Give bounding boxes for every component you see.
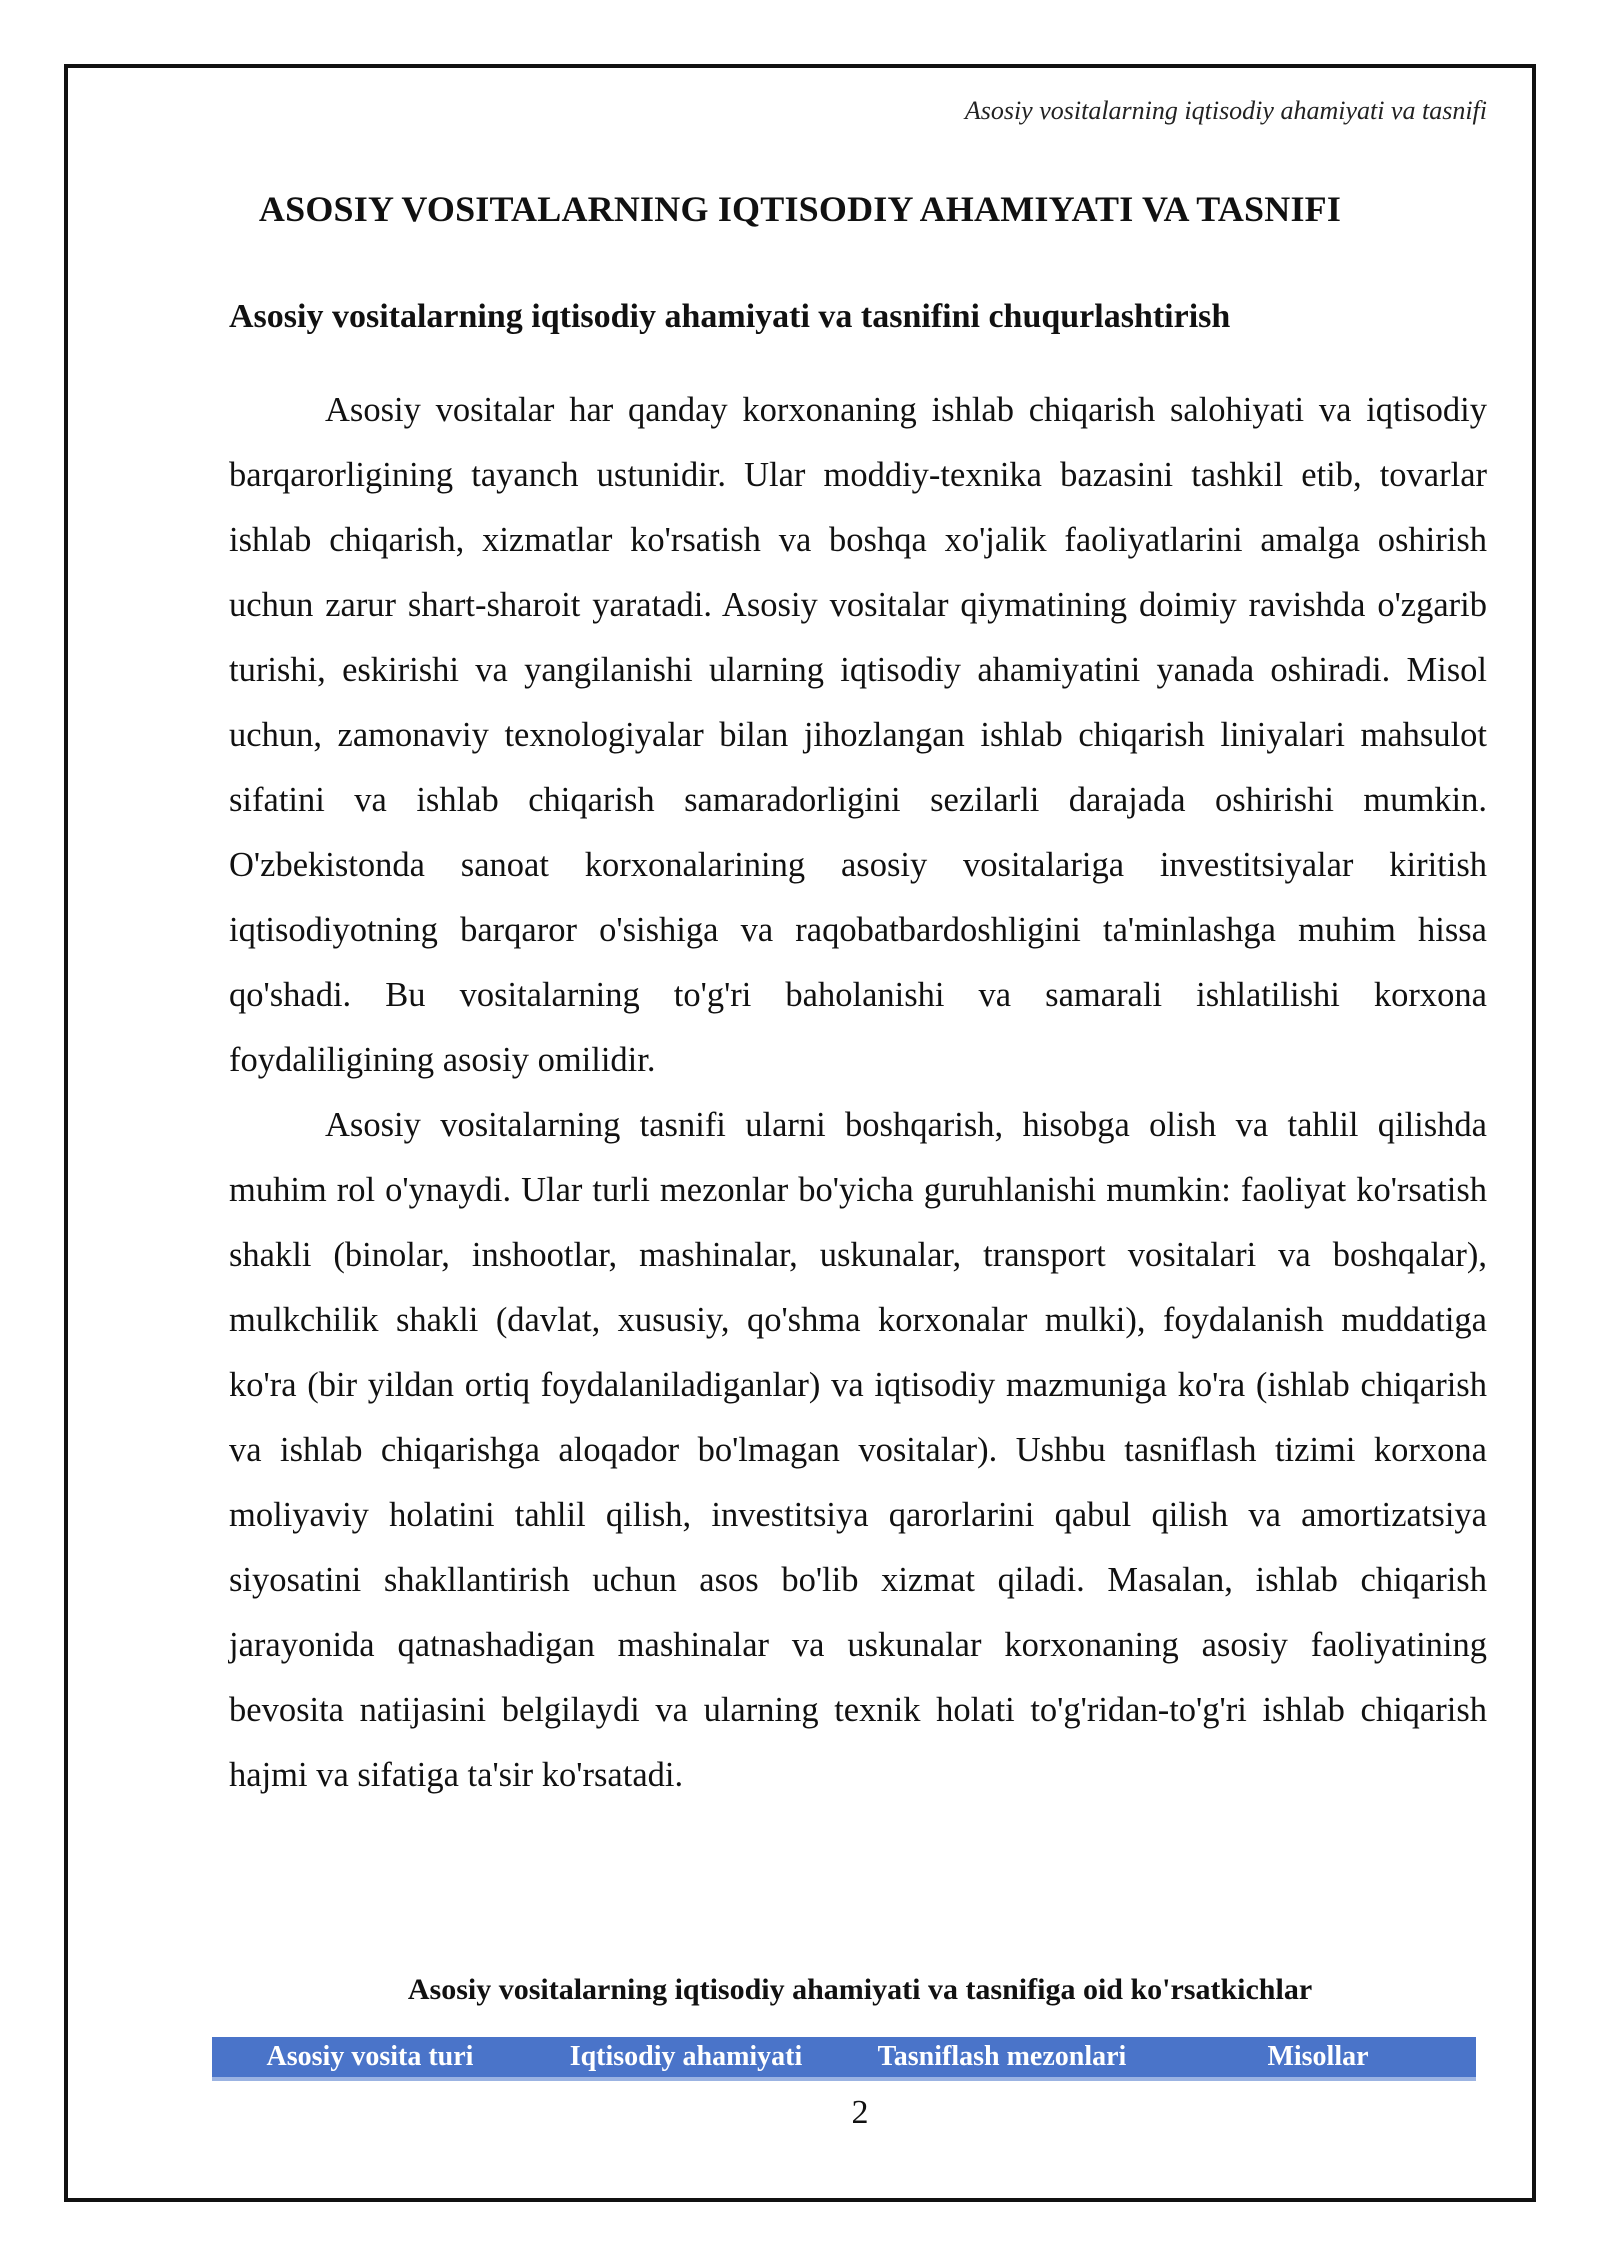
table-header-cell: Tasniflash mezonlari (844, 2037, 1160, 2079)
table-header-row (212, 2037, 1476, 2079)
table-header-cell: Asosiy vosita turi (212, 2037, 528, 2079)
table-caption: Asosiy vositalarning iqtisodiy ahamiyati va tasnifiga oid ko'rsatkichlar (407, 1973, 1313, 2006)
body-text (229, 378, 1487, 1808)
section-heading: Asosiy vositalarning iqtisodiy ahamiyati va tasnifini chuqurlashtirish (229, 298, 1231, 335)
page-number: 2 (851, 2094, 869, 2131)
table-header-cell: Misollar (1160, 2037, 1476, 2079)
paragraph: Asosiy vositalarning tasnifi ularni boshqarish, hisobga olish va tahlil qilishda muhim rol o'ynaydi. Ular turli mezonlar bo'yicha guruhlanishi mumkin: faoliyat ko'rsatish shakli (binolar, inshootlar, mashinalar, uskunalar, transport vositalari va boshqalar), mulkchilik shakli (davlat, xususiy, qo'shma korxonalar mulki), foydalanish muddatiga ko'ra (bir yildan ortiq foydalaniladiganlar) va iqtisodiy mazmuniga ko'ra (ishlab chiqarish va ishlab chiqarishga aloqador bo'lmagan vositalar). Ushbu tasniflash tizimi korxona moliyaviy holatini tahlil qilish, investitsiya qarorlarini qabul qilish va amortizatsiya siyosatini shakllantirish uchun asos bo'lib xizmat qiladi. Masalan, ishlab chiqarish jarayonida qatnashadigan mashinalar va uskunalar korxonaning asosiy faoliyatining bevosita natijasini belgilaydi va ularning texnik holati to'g'ridan-to'g'ri ishlab chiqarish hajmi va sifatiga ta'sir ko'rsatadi. (229, 1106, 1487, 1794)
running-header: Asosiy vositalarning iqtisodiy ahamiyati va tasnifi (964, 96, 1487, 125)
paragraph: Asosiy vositalar har qanday korxonaning ishlab chiqarish salohiyati va iqtisodiy barqarorligining tayanch ustunidir. Ular moddiy-texnika bazasini tashkil etib, tovarlar ishlab chiqarish, xizmatlar ko'rsatish va boshqa xo'jalik faoliyatlarini amalga oshirish uchun zarur shart-sharoit yaratadi. Asosiy vositalar qiymatining doimiy ravishda o'zgarib turishi, eskirishi va yangilanishi ularning iqtisodiy ahamiyatini yanada oshiradi. Misol uchun, zamonaviy texnologiyalar bilan jihozlangan ishlab chiqarish liniyalari mahsulot sifatini va ishlab chiqarish samaradorligini sezilarli darajada oshirishi mumkin. O'zbekistonda sanoat korxonalarining asosiy vositalariga investitsiyalar kiritish iqtisodiyotning barqaror o'sishiga va raqobatbardoshligini ta'minlashga muhim hissa qo'shadi. Bu vositalarning to'g'ri baholanishi va samarali ishlatilishi korxona foydaliligining asosiy omilidir. (229, 391, 1487, 1079)
table-header-cell: Iqtisodiy ahamiyati (528, 2037, 844, 2079)
document-title: ASOSIY VOSITALARNING IQTISODIY AHAMIYATI VA TASNIFI (258, 189, 1342, 229)
indicators-table (212, 2037, 1476, 2081)
